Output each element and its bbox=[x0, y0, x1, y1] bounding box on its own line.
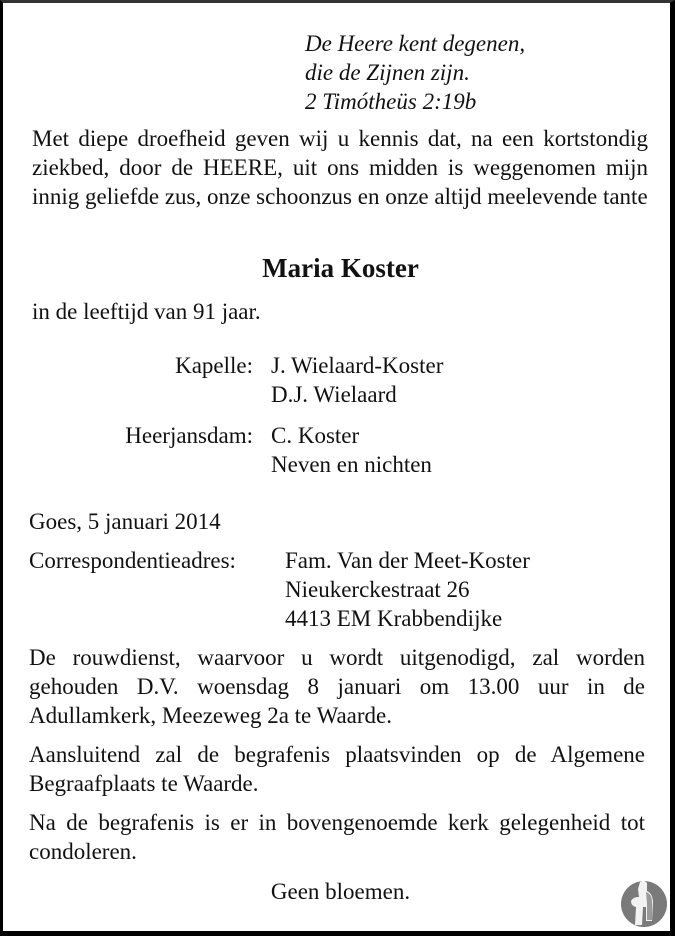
bible-verse bbox=[305, 29, 525, 116]
service-paragraph: De rouwdienst, waarvoor u wordt uitgenodigd, zal worden gehouden D.V. woensdag 8 januari om 13.00 uur in de Adullamkerk, Meezeweg 2a te Waarde. bbox=[29, 645, 645, 728]
correspondence-line: Fam. Van der Meet-Koster bbox=[285, 548, 530, 573]
deceased-name: Maria Koster bbox=[262, 253, 419, 283]
verse-line-1: De Heere kent degenen, bbox=[305, 31, 526, 56]
burial-paragraph: Aansluitend zal de begrafenis plaatsvinden op de Algemene Begraafplaats te Waarde. bbox=[29, 742, 645, 796]
place-date: Goes, 5 januari 2014 bbox=[29, 509, 221, 534]
embracing-figures-logo-icon bbox=[620, 878, 668, 928]
correspondence-line: 4413 EM Krabbendijke bbox=[285, 606, 503, 631]
relative-name: C. Koster bbox=[271, 423, 360, 448]
correspondence-label: Correspondentieadres: bbox=[29, 548, 236, 573]
relative-name: D.J. Wielaard bbox=[271, 382, 397, 407]
condolence-paragraph: Na de begrafenis is er in bovengenoemde kerk gelegenheid tot condoleren. bbox=[29, 810, 645, 864]
verse-reference: 2 Timótheüs 2:19b bbox=[305, 89, 477, 114]
relative-place: Kapelle: bbox=[175, 353, 253, 378]
intro-paragraph: Met diepe droefheid geven wij u kennis dat, na een kortstondig ziekbed, door de HEERE, uit ons midden is weggenomen mijn innig geliefde zus, onze schoonzus en onze altijd meelevende tante bbox=[32, 126, 648, 209]
verse-line-2: die de Zijnen zijn. bbox=[305, 60, 470, 85]
relative-place: Heerjansdam: bbox=[125, 423, 253, 448]
relative-name: Neven en nichten bbox=[271, 452, 432, 477]
closing-line: Geen bloemen. bbox=[270, 879, 411, 904]
relative-name: J. Wielaard-Koster bbox=[271, 353, 444, 378]
age-line: in de leeftijd van 91 jaar. bbox=[32, 299, 261, 324]
correspondence-line: Nieukerckestraat 26 bbox=[285, 577, 470, 602]
